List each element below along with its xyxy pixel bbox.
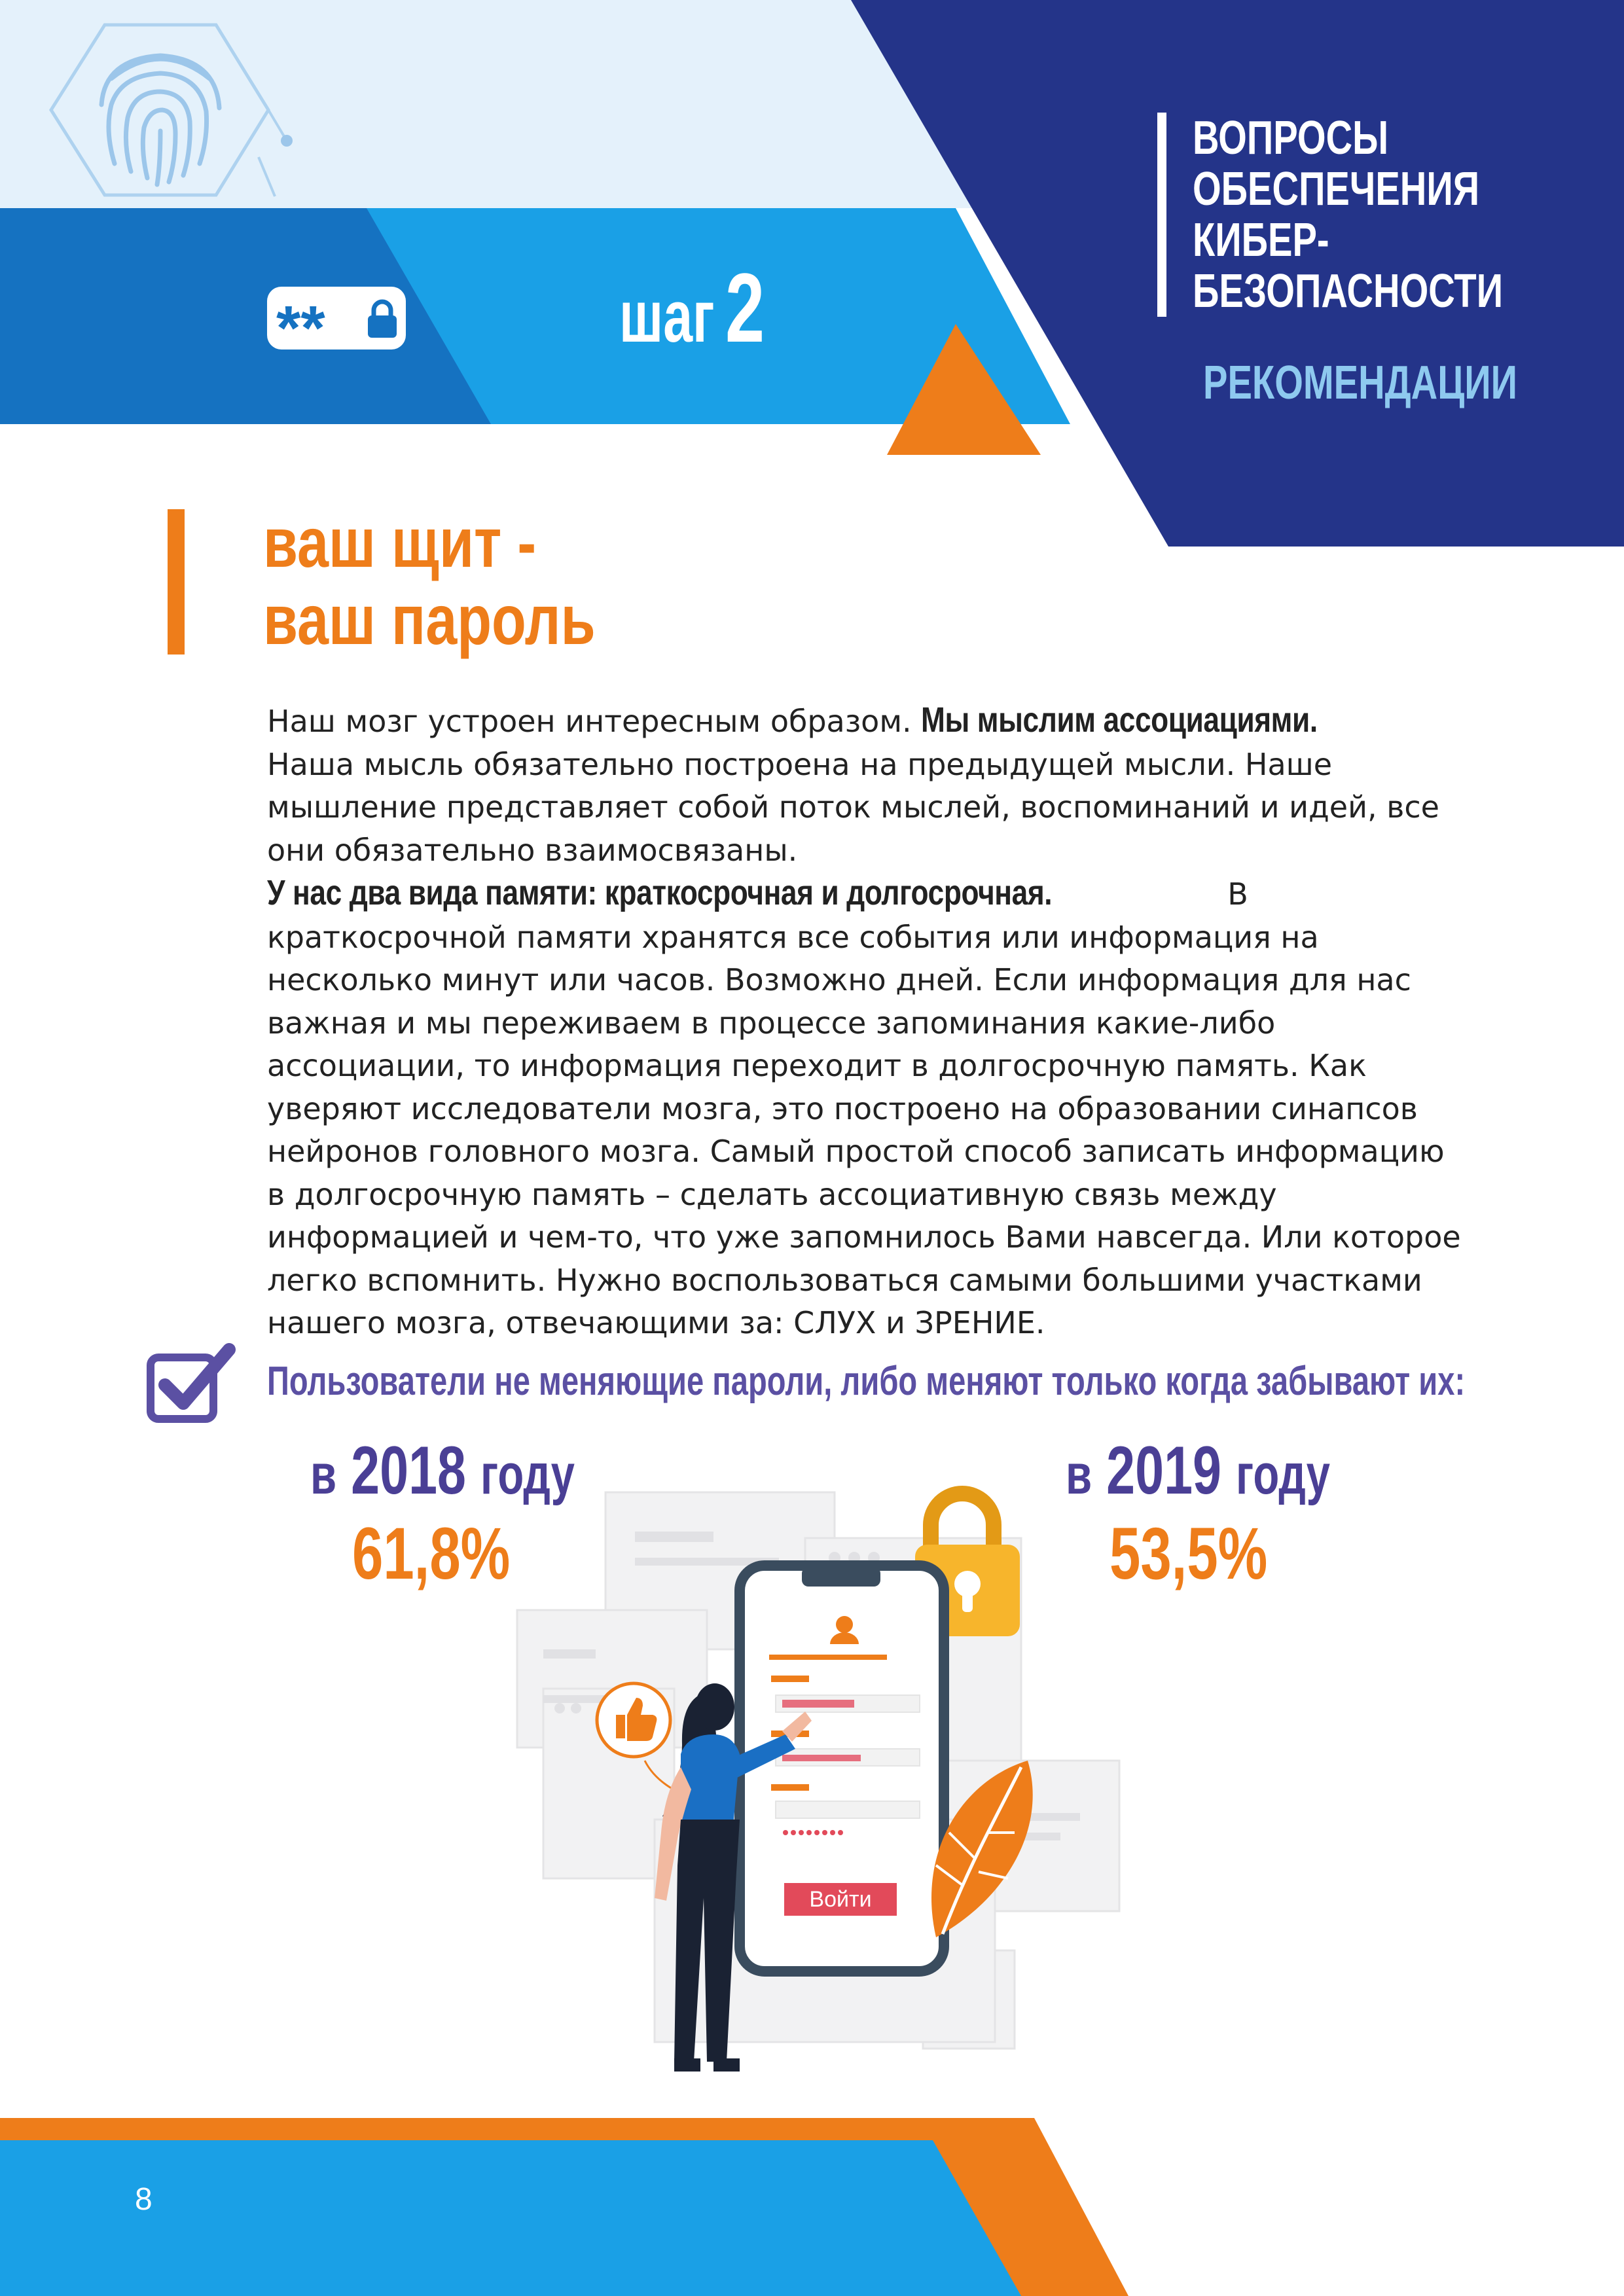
- heading-line: ваш щит -: [263, 503, 537, 582]
- password-badge-icon: [267, 287, 406, 350]
- login-button: Войти: [809, 1887, 872, 1912]
- header-title-line: БЕЗОПАСНОСТИ: [1193, 265, 1504, 317]
- stat-value-left: 61,8%: [352, 1513, 511, 1594]
- stat-year-left: в 2018 году: [310, 1433, 575, 1509]
- main-heading: [263, 504, 839, 658]
- header-title-line: ОБЕСПЕЧЕНИЯ: [1193, 163, 1480, 215]
- body-paragraph: Наш мозг устроен интересным образом. Мы мыслим ассоциациями. Наша мысль обязательно построена на предыдущей мысли. Наше мышление представляет собой поток мыслей, воспоминаний и идей, все они обязательно взаимосвязаны. У нас два вида памяти: краткосрочная и долгосрочная. В краткосрочной памяти хранятся все события или информация на несколько минут или часов. Возможно дней. Если информация для нас важная и мы переживаем в процессе запоминания какие-либо ассоциации, то информация переходит в долгосрочную память. Как уверяют исследователи мозга, это построено на образовании синапсов нейронов головного мозга. Самый простой способ записать информацию в долгосрочную память – сделать ассоциативную связь между информацией и чем-то, что уже запомнилось Вами навсегда. Или которое легко вспомнить. Нужно воспользоваться самыми большими участками нашего мозга, отвечающими за: СЛУХ и ЗРЕНИЕ.: [267, 700, 1461, 1340]
- heading-line: ваш пароль: [263, 580, 596, 659]
- step-label: [619, 253, 809, 366]
- stats-intro: Пользователи не меняющие пароли, либо меняют только когда забывают их:: [267, 1359, 1466, 1404]
- header-title-line: КИБЕР-: [1193, 214, 1329, 266]
- header-subtitle: РЕКОМЕНДАЦИИ: [1203, 357, 1517, 409]
- page-number: 8: [135, 2182, 153, 2217]
- header-title-block: [1157, 113, 1559, 317]
- emphasis-text: У нас два вида памяти: краткосрочная и долгосрочная.: [267, 873, 1053, 912]
- checkbox-icon: [145, 1343, 237, 1424]
- header-title-line: ВОПРОСЫ: [1193, 112, 1389, 164]
- stat-year-right: в 2019 году: [1066, 1433, 1331, 1509]
- emphasis-text: Мы мыслим ассоциациями.: [921, 700, 1318, 740]
- step-number: 2: [725, 253, 765, 363]
- footer-blue-band: [0, 2140, 1021, 2296]
- password-asterisks: **: [276, 293, 325, 350]
- login-illustration: [504, 1486, 1146, 2101]
- heading-accent-bar: [168, 509, 185, 655]
- step-word: шаг: [619, 276, 715, 357]
- stat-value-right: 53,5%: [1110, 1513, 1268, 1594]
